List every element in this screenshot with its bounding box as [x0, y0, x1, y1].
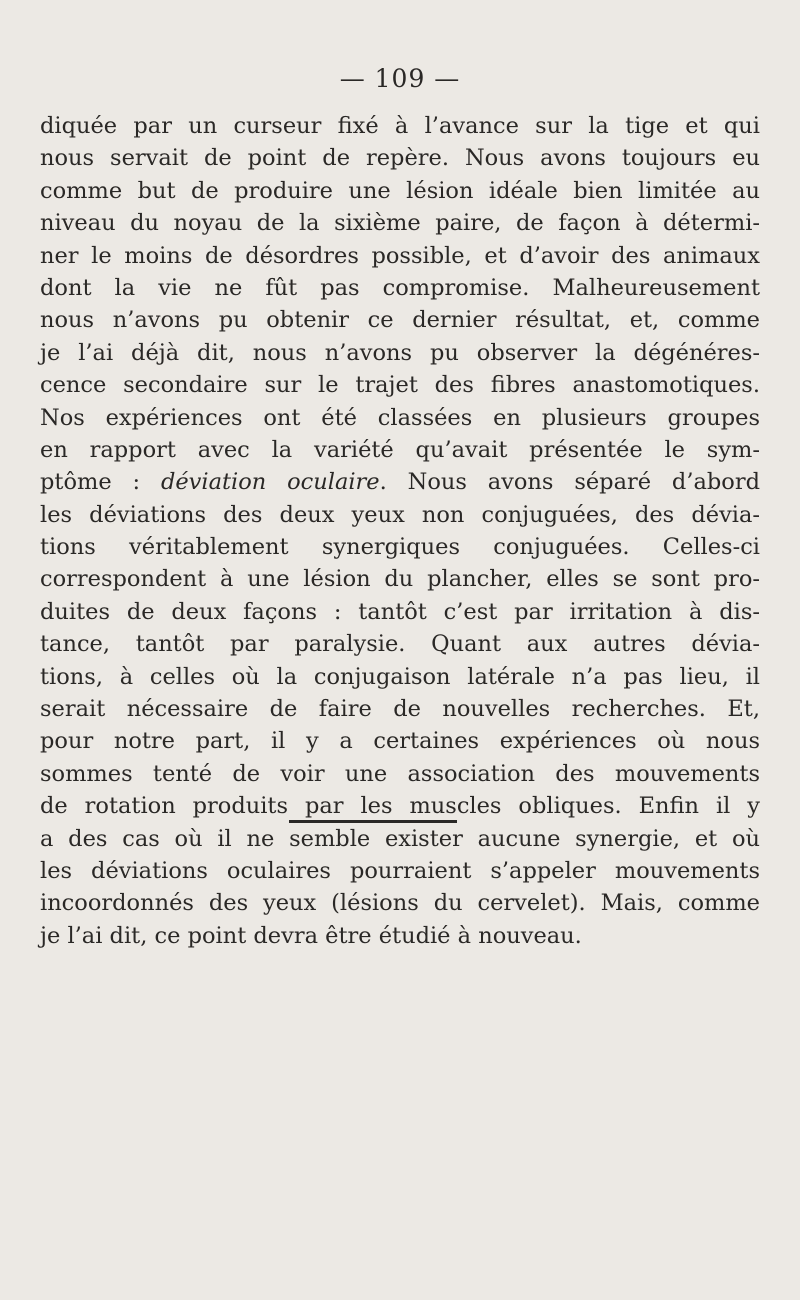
- text-line: je l’ai dit, ce point devra être étudié à nouveau.: [40, 922, 582, 949]
- text-line: Nos expériences ont été classées en plusieurs groupes: [40, 404, 760, 431]
- text-line: incoordonnés des yeux (lésions du cervelet). Mais, comme: [40, 890, 760, 917]
- text-line: nous servait de point de repère. Nous avons toujours eu: [40, 145, 760, 172]
- text-line: les déviations oculaires pourraient s’appeler mouvements: [40, 857, 760, 884]
- body-text: [40, 110, 760, 952]
- text-line: de rotation produits par les muscles obliques. Enfin il y: [40, 793, 760, 820]
- text-line: sommes tenté de voir une association des mouvements: [40, 760, 760, 787]
- text-line: serait nécessaire de faire de nouvelles recherches. Et,: [40, 696, 760, 723]
- text-line: niveau du noyau de la sixième paire, de façon à détermi-: [40, 210, 760, 237]
- text-line: duites de deux façons : tantôt c’est par irritation à dis-: [40, 598, 760, 625]
- text-line: ptôme : déviation oculaire. Nous avons séparé d’abord: [40, 469, 760, 496]
- text-line: les déviations des deux yeux non conjuguées, des dévia-: [40, 501, 760, 528]
- text-line: comme but de produire une lésion idéale bien limitée au: [40, 177, 760, 204]
- text-line: ner le moins de désordres possible, et d’avoir des animaux: [40, 242, 760, 269]
- text-line: cence secondaire sur le trajet des fibres anastomotiques.: [40, 372, 760, 399]
- text-line: tions véritablement synergiques conjuguées. Celles-ci: [40, 534, 760, 561]
- section-divider: [289, 820, 457, 823]
- text-line: pour notre part, il y a certaines expériences où nous: [40, 728, 760, 755]
- text-line: tance, tantôt par paralysie. Quant aux autres dévia-: [40, 631, 760, 658]
- text-line: a des cas où il ne semble exister aucune synergie, et où: [40, 825, 760, 852]
- text-line: tions, à celles où la conjugaison latérale n’a pas lieu, il: [40, 663, 760, 690]
- text-line: je l’ai déjà dit, nous n’avons pu observer la dégénéres-: [40, 339, 760, 366]
- text-line: dont la vie ne fût pas compromise. Malheureusement: [40, 274, 760, 301]
- text-line: correspondent à une lésion du plancher, elles se sont pro-: [40, 566, 760, 593]
- text-line: nous n’avons pu obtenir ce dernier résultat, et, comme: [40, 307, 760, 334]
- text-line: en rapport avec la variété qu’avait présentée le sym-: [40, 436, 760, 463]
- text-line: diquée par un curseur fixé à l’avance sur la tige et qui: [40, 113, 760, 139]
- page-number: — 109 —: [339, 64, 461, 93]
